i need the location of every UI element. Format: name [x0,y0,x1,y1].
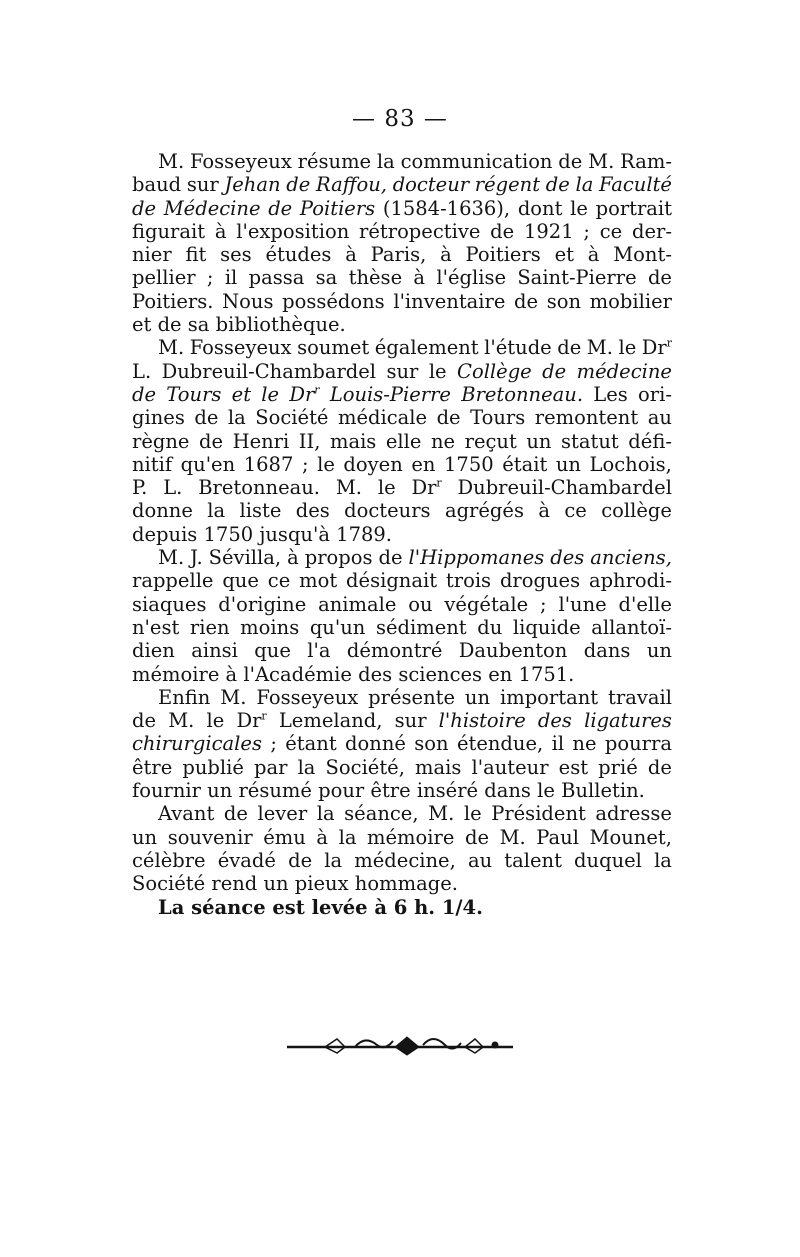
word: qu'en [180,452,236,476]
word: docteur [392,173,470,197]
word: Dr$^r$ [641,336,672,360]
word: il [551,732,565,756]
word: sa [315,266,338,290]
superscript: r [666,336,672,350]
word: Sévilla, [208,546,282,570]
word: ; [540,592,547,616]
word: Tours [166,382,222,406]
word: travail [608,685,672,709]
word: Fosseyeux [256,685,359,709]
text-line [132,872,672,895]
word: doyen [343,452,403,476]
word: la [297,755,316,779]
word: communication [400,150,553,173]
word: donné [345,732,406,756]
word: Daubenton [458,639,568,663]
word: médicale [337,406,428,430]
word: la [338,825,357,849]
word: de [557,336,582,360]
word: Collège [457,359,532,383]
word: Dubreuil-Chambardel [457,476,672,500]
word: lever [257,802,308,826]
word: d'elle [618,592,672,616]
word: nier [132,243,172,267]
word: Fosseyeux [189,150,292,173]
word: est [558,755,589,779]
word: règne [132,429,190,453]
word: pourra [604,732,672,756]
word: dien [132,639,175,663]
word: dont [517,196,563,220]
word: Paris, [370,243,427,267]
word: le [377,476,396,500]
word: docteurs [344,499,431,523]
word: II, [298,429,321,453]
word: adresse [595,802,672,826]
word: L. [163,476,183,500]
word: de [558,150,583,173]
text-line [132,313,672,336]
word: Enfin [158,685,211,709]
word: ori- [638,382,672,406]
word: à [287,546,299,570]
word: par [254,755,288,779]
text-line [132,569,672,592]
word: ce [267,569,291,593]
word: M. [586,336,613,360]
word: un [464,685,491,709]
word: le [618,336,637,360]
word: à [214,219,227,243]
text-segment: Société rend un pieux hommage. [132,872,458,896]
word: l'inventaire [393,289,506,313]
word: la [654,848,672,872]
text-line [132,453,672,476]
word: végétale [444,592,529,616]
word: thèse [348,266,403,290]
text-line [132,266,672,289]
word: de [647,266,672,290]
word: mobilier [589,289,672,313]
word: la [227,406,246,430]
word: Bretonneau. [198,476,320,500]
word: portrait [595,196,672,220]
word: la [324,848,343,872]
text-line [132,430,672,453]
word: et [554,243,574,267]
text-line [132,709,672,732]
word: allantoï- [591,615,672,639]
text-segment: mémoire à l'Académie des sciences en 1751. [132,662,575,686]
word: Lemeland, [278,709,383,733]
word: Nous [222,289,274,313]
word: sur [386,359,419,383]
superscript: r [436,476,442,490]
word: mémoire [367,825,455,849]
word: Poitiers [465,243,541,267]
word: M. [335,476,362,500]
word: 1921 [523,219,574,243]
superscript: r [261,709,267,723]
word: que [254,639,291,663]
word: drogues [499,569,581,593]
word: passa [248,266,305,290]
word: ou [408,592,433,616]
word: Saint-Pierre [517,266,637,290]
word: était [502,452,548,476]
word: ; [583,219,590,243]
word: l'exposition [236,219,350,243]
word: Dr$^r$ [411,476,442,500]
word: Société [255,406,329,430]
word: de [132,382,157,406]
word: l'auteur [471,755,549,779]
word: de [542,359,567,383]
word: que [222,569,259,593]
word: Président [491,802,586,826]
word: de [514,289,539,313]
word: un [646,639,672,663]
word: à [345,243,357,267]
word: démontré [346,639,443,663]
word: études [265,243,332,267]
word: l'église [436,266,507,290]
word: liste [239,499,282,523]
word: Lochois, [589,452,672,476]
word: de [194,406,219,430]
word: des [295,499,330,523]
word: de [490,219,515,243]
text-line [132,383,672,406]
word: sédiment [375,615,467,639]
text-line [132,546,672,569]
word: Dr$^r$ [236,709,267,733]
text-line [132,523,672,546]
word: nitif [132,452,173,476]
word: évadé [217,848,276,872]
word: médecine [576,359,672,383]
word: sur [394,709,427,733]
word: prié [598,755,638,779]
text-line [132,173,672,196]
text-line [132,802,672,825]
text-line [132,150,672,173]
word: ; [270,732,277,756]
word: il [224,266,238,290]
text-segment: et de sa bibliothèque. [132,313,346,337]
word: mais [415,755,462,779]
word: animale [318,592,397,616]
word: Mounet, [589,825,672,849]
word: liquide [512,615,581,639]
word: Fosseyeux [189,336,292,360]
word: de [436,406,461,430]
text-line [132,616,672,639]
word: ne [572,732,597,756]
word: également [374,336,479,360]
word: son [414,732,449,756]
word: publié [182,755,244,779]
word: de [199,429,224,453]
text-line [132,849,672,872]
word: de [647,755,672,779]
word: sur [186,173,219,197]
word: collège [601,499,672,523]
word: à [316,825,329,849]
word: un [526,429,552,453]
word: M. [168,709,195,733]
word: Médecine [163,196,261,220]
word: l'une [558,592,607,616]
text-line [132,220,672,243]
text-line [132,593,672,616]
word: rien [189,615,230,639]
word: un [555,452,581,476]
word: souvenir [167,825,253,849]
word: figurait [132,219,206,243]
text-line [132,499,672,522]
word: de [288,848,313,872]
word: soumet [297,336,370,360]
word: rétropective [359,219,481,243]
word: célèbre [132,848,206,872]
word: M. [588,150,615,173]
word: le [261,382,280,406]
word: agrégés [444,499,524,523]
word: de [268,196,293,220]
word: le [317,452,335,476]
word: résume [297,150,372,173]
word: des [550,546,585,570]
word: être [132,755,173,779]
word: P. [132,476,148,500]
body-text [132,150,672,919]
word: der- [632,219,672,243]
word: M. [428,802,455,826]
word: siaques [132,592,207,616]
word: étendue, [456,732,544,756]
word: donne [132,499,193,523]
text-line [132,756,672,779]
word: propos [304,546,373,570]
word: M. [158,336,185,360]
word: reçut [464,429,517,453]
word: Faculté [599,173,672,197]
word: en [411,452,436,476]
text-line [132,290,672,313]
word: mot [299,569,338,593]
word: de [378,546,403,570]
word: la [575,173,594,197]
word: talent [504,848,562,872]
word: Dr$^r$ [289,382,320,406]
word: L. [132,359,152,383]
word: régent [474,173,541,197]
text-segment: depuis 1750 jusqu'à 1789. [132,522,392,546]
word: désignait [346,569,438,593]
text-line [132,663,672,686]
word: Avant [158,802,215,826]
text-line [132,243,672,266]
word: statut [561,429,619,453]
word: un [132,825,158,849]
text-line [132,639,672,662]
word: de [132,196,157,220]
word: aphrodi- [588,569,672,593]
word: anciens, [590,546,672,570]
word: Poitiers. [132,289,214,313]
word: important [499,685,599,709]
text-line [132,732,672,755]
word: au [647,406,672,430]
text-line [132,896,672,919]
word: le [428,359,447,383]
word: à [538,499,550,523]
word: Mont- [613,243,672,267]
page-number: — 83 — [352,106,448,132]
word: l'a [307,639,331,663]
text-line [132,826,672,849]
word: le [463,802,482,826]
text-line [132,197,672,220]
word: Tours [470,406,526,430]
word: elle [385,429,422,453]
word: Ram- [620,150,672,173]
word: défi- [628,429,672,453]
word: chirurgicales [132,732,262,756]
word: le [570,196,588,220]
word: ainsi [191,639,238,663]
word: moins [240,615,300,639]
word: d'origine [218,592,307,616]
word: possédons [282,289,385,313]
word: la [207,499,226,523]
word: trois [445,569,492,593]
word: pellier [132,266,196,290]
word: médecine, [354,848,456,872]
word: l'Hippomanes [408,546,545,570]
text-line [132,779,672,802]
word: M. [499,825,526,849]
text-line [132,476,672,499]
word: fit [185,243,207,267]
word: du [477,615,503,639]
text-segment: fournir un résumé pour être inséré dans le Bulletin. [132,779,645,803]
word: de [223,802,248,826]
word: ce [564,499,587,523]
word: à [587,243,600,267]
word: Les [593,382,628,406]
word: à [440,243,452,267]
word: l'histoire [438,709,526,733]
word: M. [158,150,185,173]
word: Société, [325,755,405,779]
text-segment: La séance est levée à 6 h. 1/4. [158,895,483,919]
word: dans [583,639,631,663]
word: la [316,802,335,826]
text-line [132,360,672,383]
word: duquel [574,848,642,872]
word: ne [430,429,456,453]
word: ligatures [584,709,672,733]
decorative-fleuron-rule-icon [285,1027,515,1061]
word: M. [158,546,185,570]
word: ; [301,452,309,476]
word: présente [368,685,455,709]
word: la [376,150,395,173]
word: son [546,289,582,313]
word: n'est [132,615,180,639]
word: Henri [232,429,290,453]
word: Dubreuil-Chambardel [161,359,377,383]
text-line [132,336,672,359]
word: à [413,266,426,290]
word: qu'un [309,615,366,639]
word: ses [220,243,252,267]
word: baud [132,173,182,197]
word: Poitiers [299,196,376,220]
word: ce [599,219,623,243]
text-line [132,686,672,709]
word: et [231,382,252,406]
word: 1687 [243,452,294,476]
word: M. [220,685,247,709]
word: Louis-Pierre [329,382,451,406]
word: Bretonneau. [461,382,584,406]
word: Jehan [224,173,281,197]
word: de [545,173,570,197]
word: rappelle [132,569,214,593]
word: Raffou, [315,173,388,197]
word: ému [263,825,306,849]
word: J. [190,546,203,570]
text-line [132,406,672,429]
superscript: r [314,383,320,397]
word: de [464,825,489,849]
word: de [132,709,157,733]
word: séance, [344,802,419,826]
word: gines [132,406,185,430]
word: mais [329,429,377,453]
word: le [206,709,225,733]
word: de [286,173,311,197]
word: ; [206,266,214,290]
word: Paul [536,825,579,849]
word: 1750 [444,452,494,476]
word: (1584-1636), [382,196,511,220]
word: remontent [534,406,639,430]
word: des [537,709,572,733]
word: l'étude [484,336,552,360]
word: au [467,848,493,872]
word: étant [285,732,337,756]
